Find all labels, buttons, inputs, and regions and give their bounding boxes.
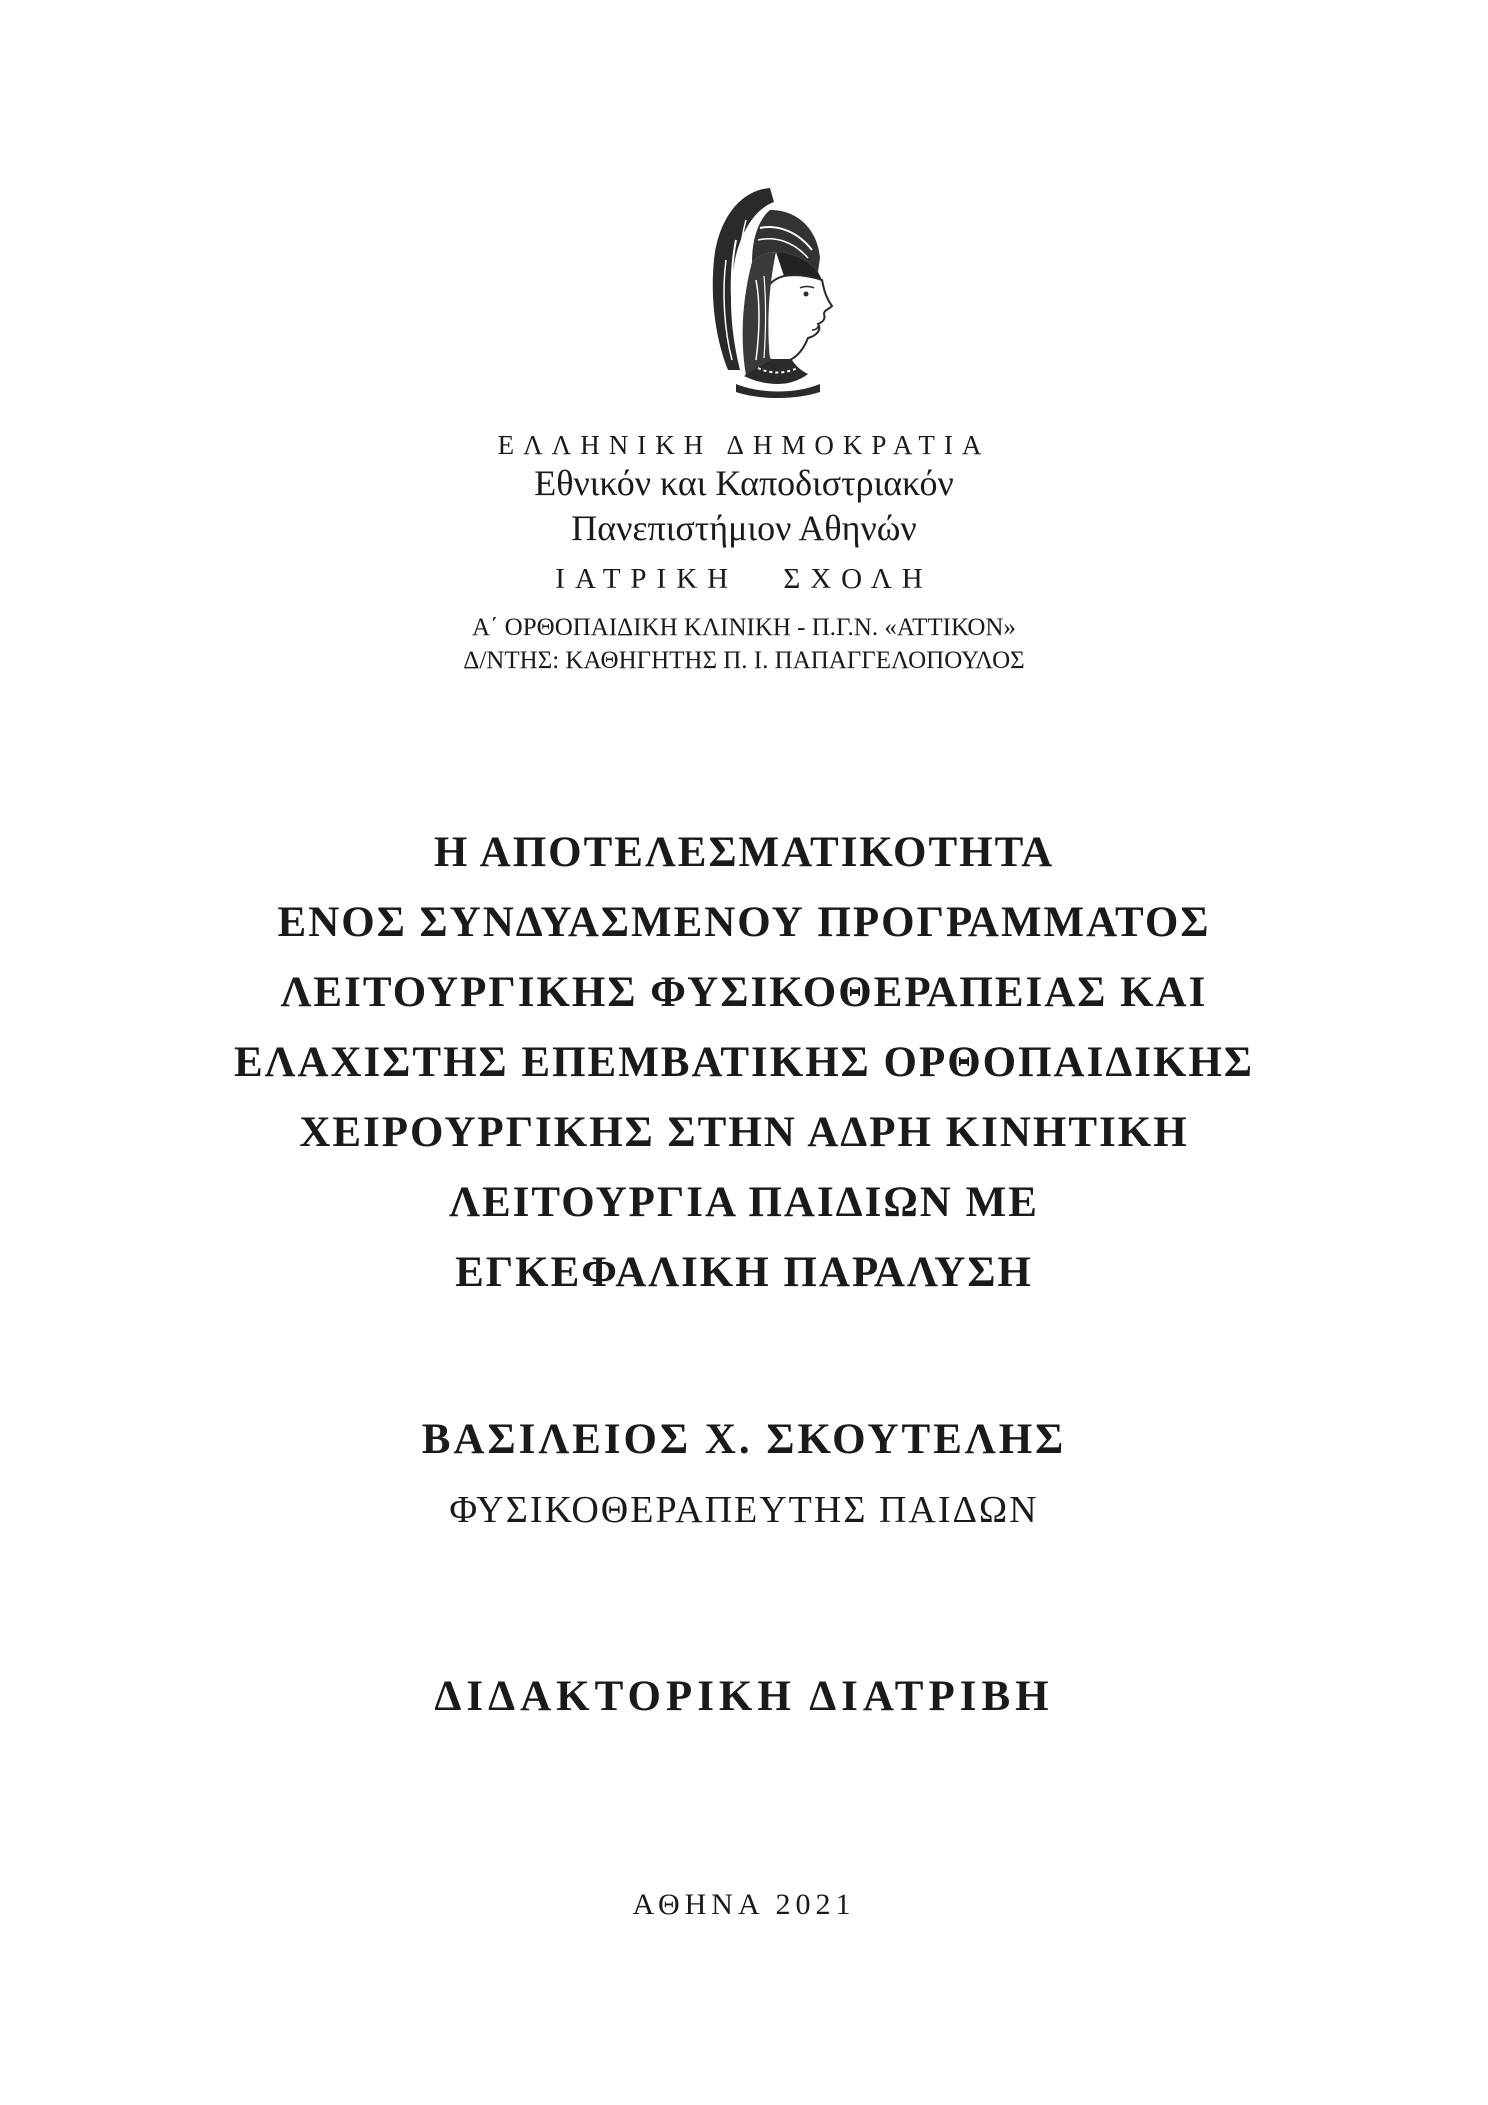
title-line: Η ΑΠΟΤΕΛΕΣΜΑΤΙΚΟΤΗΤΑ (433, 829, 1055, 876)
place-year: ΑΘΗΝΑ 2021 (632, 1888, 856, 1921)
athena-head-emblem-icon (700, 180, 850, 400)
clinic-name: Α΄ ΟΡΘΟΠΑΙΔΙΚΗ ΚΛΙΝΙΚΗ - Π.Γ.Ν. «ΑΤΤΙΚΟΝ» (472, 614, 1016, 641)
university-name-line-2: Πανεπιστήμιον Αθηνών (571, 508, 917, 548)
university-name-line-1: Εθνικόν και Καποδιστριακόν (534, 463, 954, 503)
republic-label: ΕΛΛΗΝΙΚΗ ΔΗΜΟΚΡΑΤΙΑ (497, 430, 991, 460)
school-name: ΙΑΤΡΙΚΗ ΣΧΟΛΗ (555, 563, 933, 595)
author-profession: ΦΥΣΙΚΟΘΕΡΑΠΕΥΤΗΣ ΠΑΙΔΩΝ (449, 1489, 1039, 1531)
title-line: ΕΛΑΧΙΣΤΗΣ ΕΠΕΜΒΑΤΙΚΗΣ ΟΡΘΟΠΑΙΔΙΚΗΣ (233, 1039, 1255, 1086)
title-line: ΧΕΙΡΟΥΡΓΙΚΗΣ ΣΤΗΝ ΑΔΡΗ ΚΙΝΗΤΙΚΗ (299, 1109, 1189, 1156)
title-line: ΛΕΙΤΟΥΡΓΙΚΗΣ ΦΥΣΙΚΟΘΕΡΑΠΕΙΑΣ ΚΑΙ (280, 969, 1208, 1016)
document-type: ΔΙΔΑΚΤΟΡΙΚΗ ΔΙΑΤΡΙΒΗ (434, 1673, 1054, 1720)
title-line: ΛΕΙΤΟΥΡΓΙΑ ΠΑΙΔΙΩΝ ΜΕ (449, 1179, 1039, 1226)
thesis-title (0, 818, 1488, 1308)
director-line: Δ/ΝΤΗΣ: ΚΑΘΗΓΗΤΗΣ Π. Ι. ΠΑΠΑΓΓΕΛΟΠΟΥΛΟΣ (463, 647, 1025, 674)
title-line: ΕΝΟΣ ΣΥΝΔΥΑΣΜΕΝΟΥ ΠΡΟΓΡΑΜΜΑΤΟΣ (277, 899, 1211, 946)
title-line: ΕΓΚΕΦΑΛΙΚΗ ΠΑΡΑΛΥΣΗ (455, 1249, 1033, 1296)
author-name: ΒΑΣΙΛΕΙΟΣ Χ. ΣΚΟΥΤΕΛΗΣ (421, 1416, 1067, 1463)
